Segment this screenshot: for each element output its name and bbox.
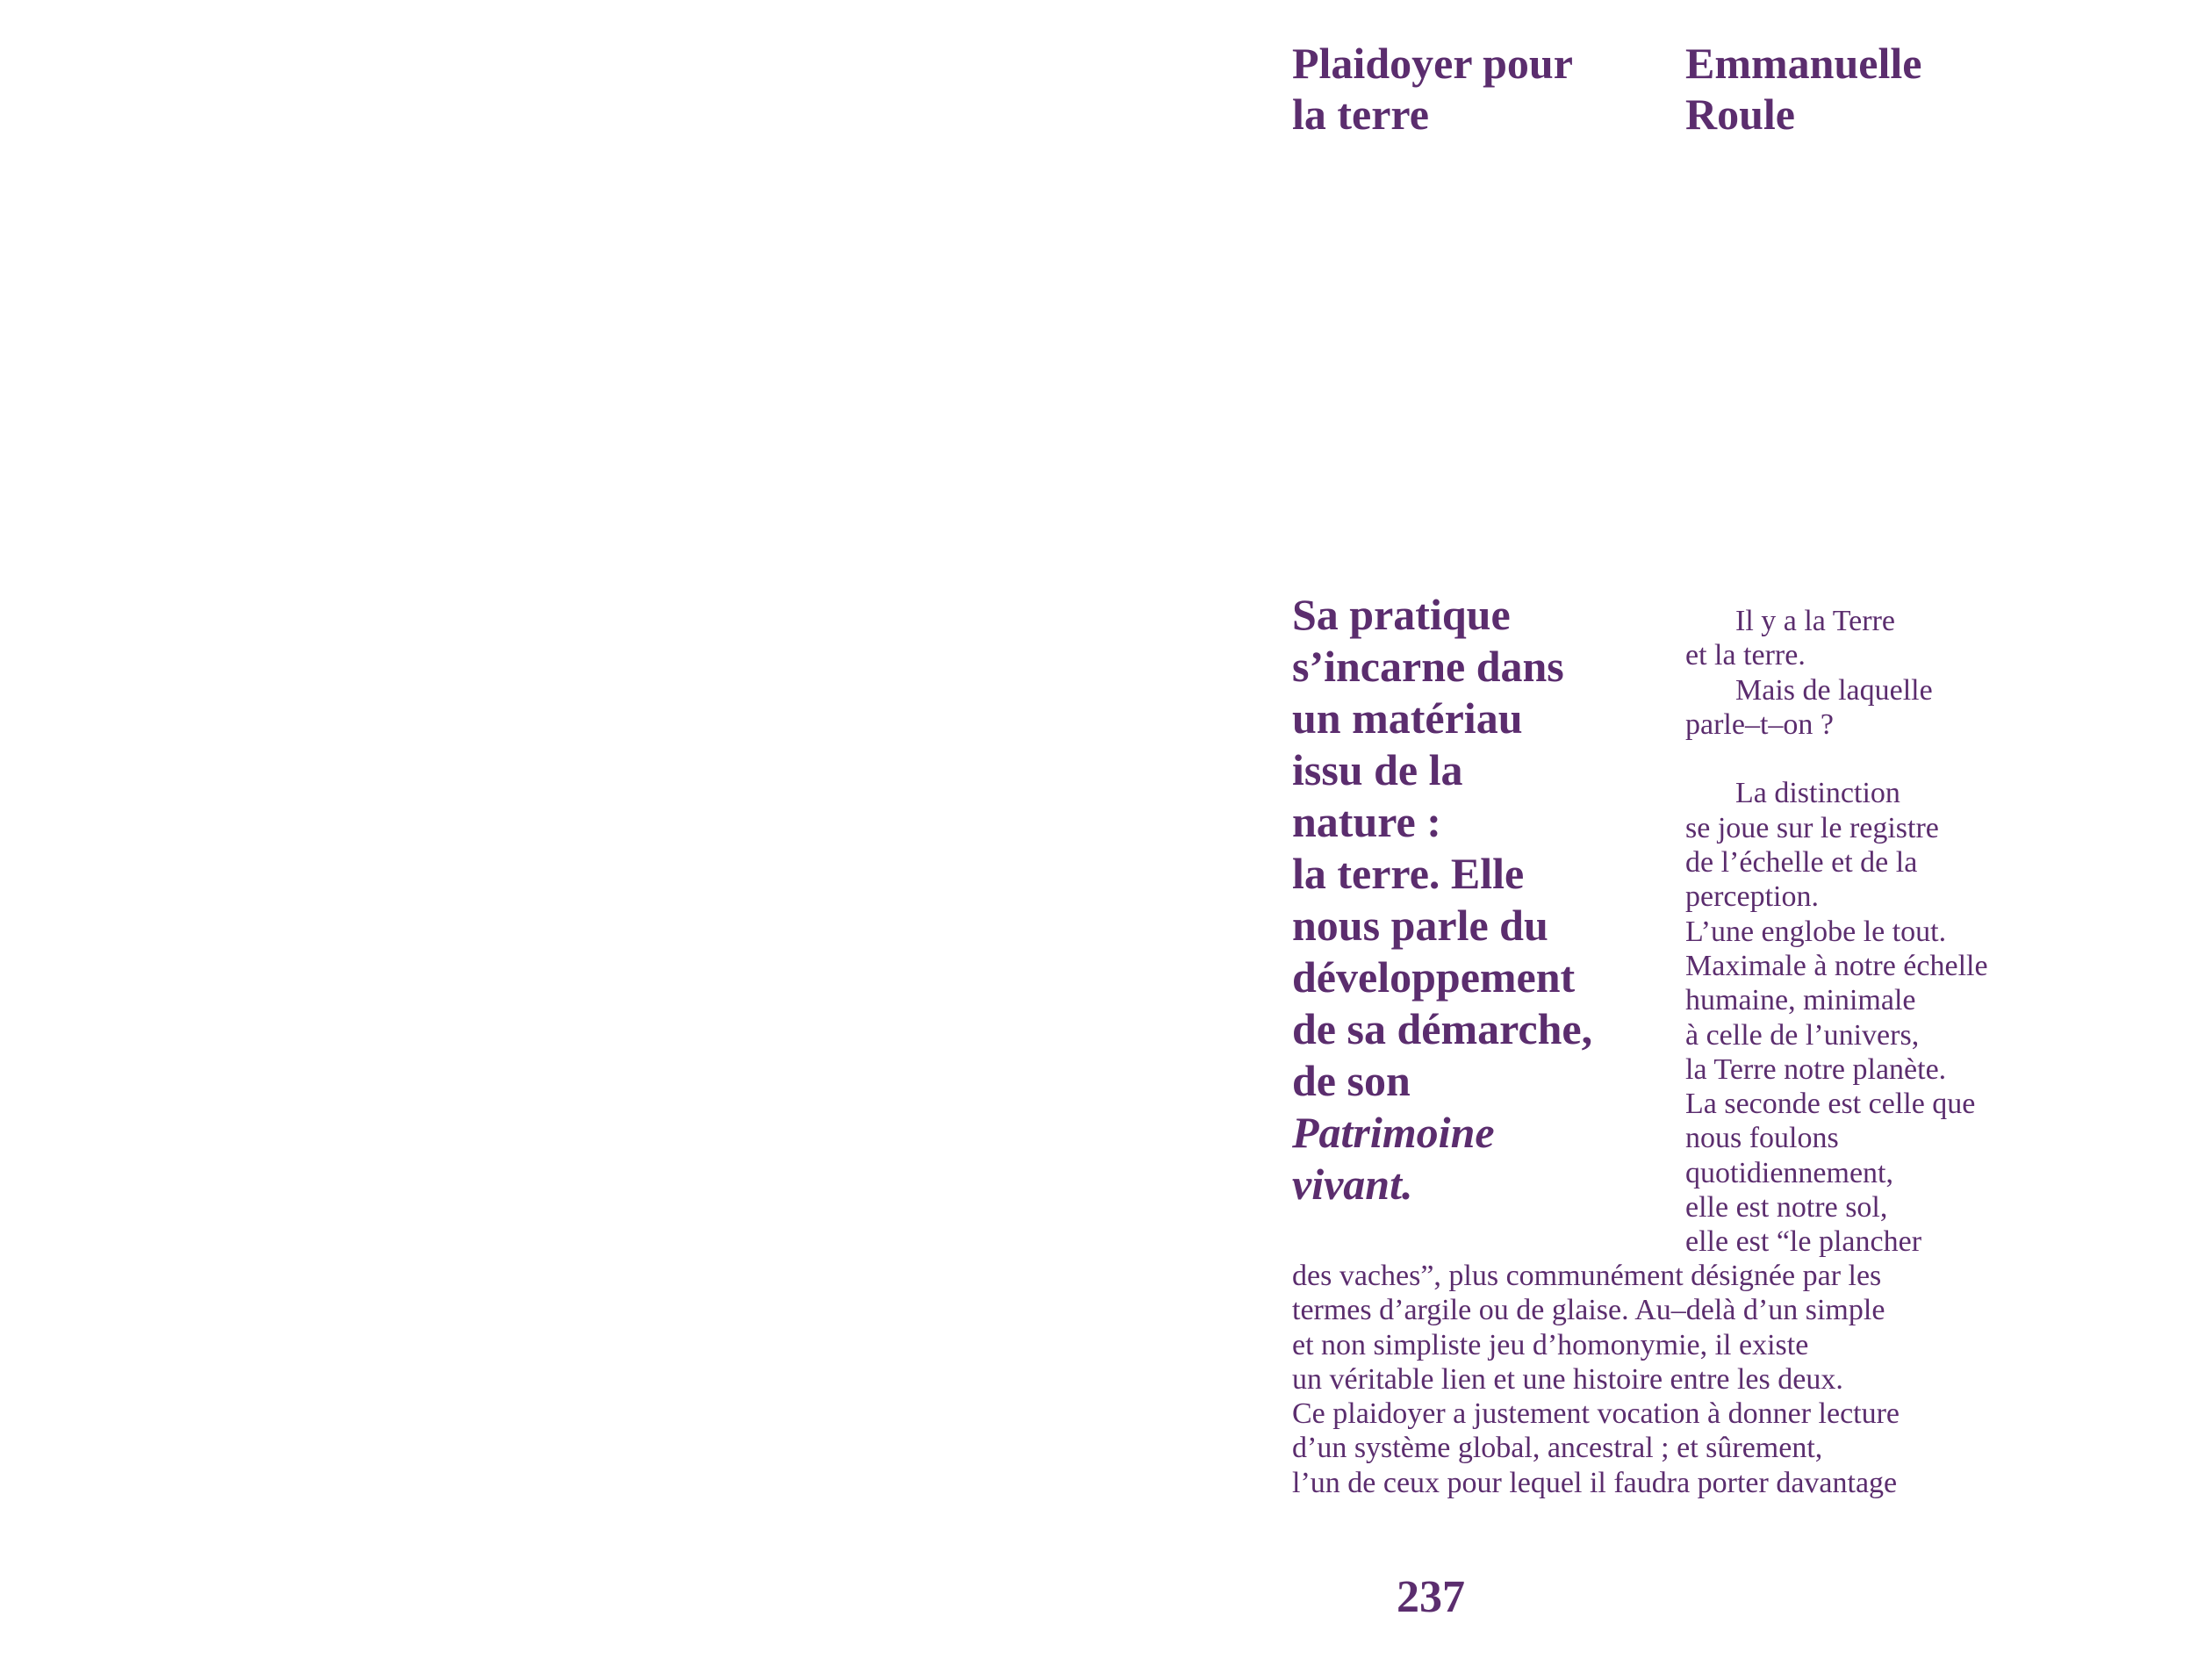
body-line: parle–t–on ? [1685,707,1834,741]
body-wide-line: Ce plaidoyer a justement vocation à donner lecture [1292,1397,1900,1431]
body-wide-line: d’un système global, ancestral ; et sûrement, [1292,1432,1823,1465]
body-line: Maximale à notre échelle [1685,949,1988,982]
body-line: et la terre. [1685,639,1806,672]
intro-line: de sa démarche, [1292,1004,1593,1053]
body-line: elle est “le plancher [1685,1225,1922,1259]
intro-line-italic: Patrimoine [1292,1108,1495,1157]
body-line: Mais de laquelle [1735,673,1933,707]
intro-line: de son [1292,1056,1411,1105]
page-number: 237 [1397,1572,1465,1622]
essay-title-line-2: la terre [1292,90,1429,139]
intro-line: développement [1292,952,1576,1002]
body-column [1685,604,2142,1260]
body-line: à celle de l’univers, [1685,1018,1920,1052]
body-wide-line: et non simpliste jeu d’homonymie, il existe [1292,1328,1809,1361]
intro-line: nature : [1292,797,1441,846]
author-name-line-1: Emmanuelle [1685,39,1922,88]
intro-line-italic: vivant. [1292,1160,1413,1209]
intro-paragraph [1292,589,1661,1210]
author-name-line-2: Roule [1685,90,1795,139]
essay-title-line-1: Plaidoyer pour [1292,39,1573,88]
body-line: Il y a la Terre [1735,605,1896,637]
body-wide-line: termes d’argile ou de glaise. Au–delà d’un simple [1292,1294,1885,1327]
essay-title [1292,38,1661,140]
intro-line: s’incarne dans [1292,642,1564,691]
intro-line: la terre. Elle [1292,849,1525,898]
body-line: La distinction [1735,777,1900,810]
body-line: perception. [1685,880,1819,914]
intro-line: Sa pratique [1292,590,1511,639]
body-line: L’une englobe le tout. [1685,915,1947,948]
body-wide-line: l’un de ceux pour lequel il faudra porter davantage [1292,1466,1898,1499]
body-line: de l’échelle et de la [1685,846,1918,880]
body-line: nous foulons [1685,1122,1839,1155]
body-line: se joue sur le registre [1685,811,1939,844]
body-line: la Terre notre planète. [1685,1052,1947,1086]
body-wide-line: des vaches”, plus communément désignée par les [1292,1260,1882,1292]
body-line: quotidiennement, [1685,1156,1894,1189]
body-wide-line: un véritable lien et une histoire entre les deux. [1292,1362,1843,1396]
intro-line: nous parle du [1292,901,1548,950]
intro-line: un matériau [1292,693,1523,743]
author-name [1685,38,2054,140]
body-line: elle est notre sol, [1685,1191,1888,1224]
body-wide-text [1292,1259,2082,1500]
paragraph-gap [1685,742,2142,776]
body-line: humaine, minimale [1685,984,1916,1017]
body-line: La seconde est celle que [1685,1088,1976,1121]
intro-line: issu de la [1292,745,1463,794]
